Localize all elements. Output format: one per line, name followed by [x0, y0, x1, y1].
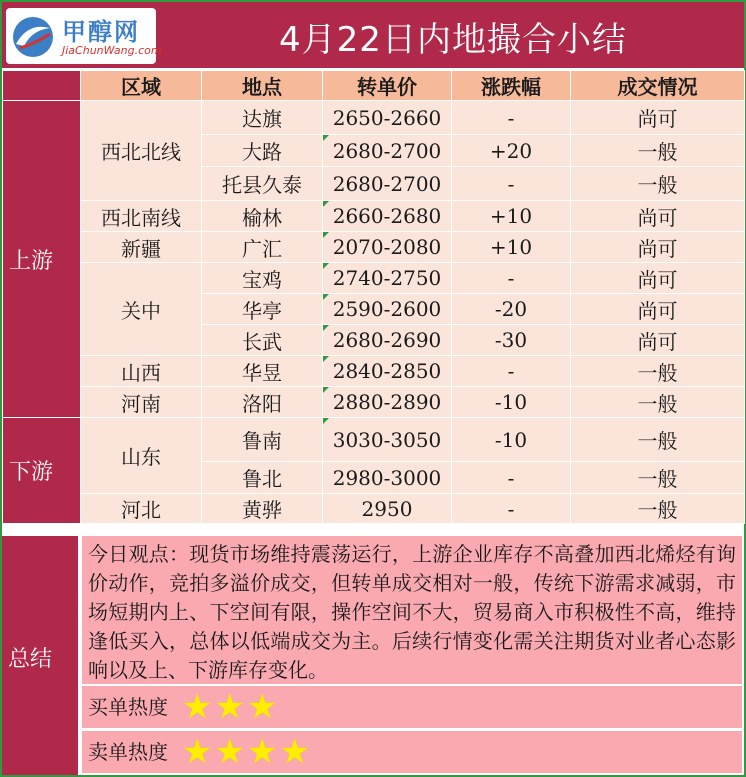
- price-text: 2590-2600: [332, 297, 442, 321]
- cell-marker-icon: [323, 232, 329, 238]
- price-text: 2840-2850: [332, 359, 442, 383]
- price-cell: [323, 201, 452, 232]
- logo-swoosh-icon: [10, 14, 56, 60]
- place-cell: 大路: [202, 135, 323, 167]
- price-cell: 2680-2700: [323, 167, 452, 201]
- place-cell: 长武: [202, 325, 323, 356]
- cell-marker-icon: [323, 263, 329, 269]
- column-header-deal: 成交情况: [571, 71, 745, 101]
- section-label-summary: 总结: [2, 536, 78, 775]
- table-row: [3, 263, 745, 294]
- change-cell: -10: [452, 418, 571, 462]
- column-header-change: 涨跌幅: [452, 71, 571, 101]
- star-icon: ★: [246, 732, 278, 772]
- deal-cell: 一般: [571, 387, 745, 418]
- price-cell: 2950: [323, 494, 452, 524]
- logo-text-en: JiaChunWang.com: [62, 44, 162, 57]
- column-header-place: 地点: [202, 71, 323, 101]
- place-cell: 黄骅: [202, 494, 323, 524]
- change-cell: -20: [452, 294, 571, 325]
- change-cell: -: [452, 263, 571, 294]
- table-row: [3, 387, 745, 418]
- place-cell: 鲁北: [202, 462, 323, 494]
- header-bar: [2, 2, 744, 68]
- page-title: 4月22日内地撮合小结: [279, 20, 627, 60]
- deal-cell: 一般: [571, 167, 745, 201]
- region-cell: 河南: [81, 387, 202, 418]
- cell-marker-icon: [323, 294, 329, 300]
- place-cell: 榆林: [202, 201, 323, 232]
- price-cell: [323, 418, 452, 462]
- place-cell: 华昱: [202, 356, 323, 387]
- deal-cell: 尚可: [571, 201, 745, 232]
- place-cell: 达旗: [202, 101, 323, 135]
- sell-heat-stars: [182, 731, 312, 773]
- star-icon: ★: [214, 732, 245, 772]
- logo-text-cn: 甲醇网: [62, 18, 140, 46]
- place-cell: 宝鸡: [202, 263, 323, 294]
- table-row: [3, 201, 745, 232]
- place-cell: 托县久泰: [202, 167, 323, 201]
- buy-heat-stars: [182, 686, 279, 728]
- deal-cell: 尚可: [571, 325, 745, 356]
- change-cell: -30: [452, 325, 571, 356]
- price-text: 2070-2080: [332, 235, 442, 259]
- region-cell: 河北: [81, 494, 202, 524]
- deal-cell: 尚可: [571, 263, 745, 294]
- change-cell: +10: [452, 201, 571, 232]
- change-cell: -10: [452, 387, 571, 418]
- price-cell: 2980-3000: [323, 462, 452, 494]
- star-icon: ★: [279, 732, 310, 772]
- price-cell: [323, 232, 452, 263]
- price-table: [2, 70, 745, 524]
- summary-panel: [80, 536, 744, 775]
- place-cell: 广汇: [202, 232, 323, 263]
- region-cell: 山东: [81, 418, 202, 494]
- price-cell: [323, 387, 452, 418]
- change-cell: -: [452, 101, 571, 135]
- change-cell: +10: [452, 232, 571, 263]
- change-cell: -: [452, 356, 571, 387]
- star-icon: ★: [182, 687, 213, 727]
- deal-cell: 一般: [571, 356, 745, 387]
- summary-text: 今日观点：现货市场维持震荡运行，上游企业库存不高叠加西北烯烃有询价动作，竞拍多溢价成交，但转单成交相对一般，传统下游需求减弱，市场短期内上、下空间有限，操作空间不大，贸易商入市积极性不高，维持逢低买入，总体以低端成交为主。后续行情变化需关注期货对业者心态影响以及上、下游库存变化。: [82, 536, 742, 684]
- change-cell: -: [452, 494, 571, 524]
- price-cell: 2650-2660: [323, 101, 452, 135]
- price-text: 3030-3050: [332, 427, 442, 452]
- buy-heat-row: [82, 686, 742, 728]
- cell-marker-icon: [323, 201, 329, 207]
- price-text: 2680-2700: [332, 138, 442, 163]
- star-icon: ★: [214, 687, 245, 727]
- deal-cell: 尚可: [571, 232, 745, 263]
- price-text: 2660-2680: [332, 204, 442, 228]
- place-cell: 鲁南: [202, 418, 323, 462]
- cell-marker-icon: [323, 387, 329, 393]
- section-label-upstream: 上游: [3, 101, 81, 418]
- cell-marker-icon: [323, 356, 329, 362]
- cell-marker-icon: [323, 135, 329, 141]
- price-text: 2880-2890: [332, 390, 442, 414]
- column-header-price: 转单价: [323, 71, 452, 101]
- region-cell: 西北北线: [81, 101, 202, 201]
- price-text: 2740-2750: [332, 266, 442, 290]
- table-row: [3, 418, 745, 462]
- deal-cell: 尚可: [571, 101, 745, 135]
- deal-cell: 一般: [571, 494, 745, 524]
- change-cell: -: [452, 167, 571, 201]
- price-cell: [323, 356, 452, 387]
- place-cell: 华亭: [202, 294, 323, 325]
- header-corner: [3, 71, 81, 101]
- change-cell: -: [452, 462, 571, 494]
- price-cell: [323, 135, 452, 167]
- region-cell: 西北南线: [81, 201, 202, 232]
- section-label-downstream: 下游: [3, 418, 81, 524]
- table-row: [3, 356, 745, 387]
- column-header-region: 区域: [81, 71, 202, 101]
- price-cell: [323, 263, 452, 294]
- price-text: 2680-2690: [332, 328, 442, 352]
- deal-cell: 一般: [571, 418, 745, 462]
- table-row: [3, 101, 745, 135]
- region-cell: 关中: [81, 263, 202, 356]
- cell-marker-icon: [323, 418, 329, 424]
- sell-heat-label: 卖单热度: [88, 740, 168, 764]
- table-row: [3, 232, 745, 263]
- logo: [6, 8, 162, 64]
- deal-cell: 一般: [571, 462, 745, 494]
- column-header-row: [3, 71, 745, 101]
- deal-cell: 尚可: [571, 294, 745, 325]
- deal-cell: 一般: [571, 135, 745, 167]
- star-icon: ★: [182, 732, 213, 772]
- region-cell: 山西: [81, 356, 202, 387]
- sell-heat-row: [82, 731, 742, 773]
- cell-marker-icon: [323, 325, 329, 331]
- buy-heat-label: 买单热度: [88, 695, 168, 719]
- region-cell: 新疆: [81, 232, 202, 263]
- price-cell: [323, 294, 452, 325]
- price-cell: [323, 325, 452, 356]
- table-row: [3, 494, 745, 524]
- star-icon: ★: [246, 687, 278, 727]
- place-cell: 洛阳: [202, 387, 323, 418]
- change-cell: +20: [452, 135, 571, 167]
